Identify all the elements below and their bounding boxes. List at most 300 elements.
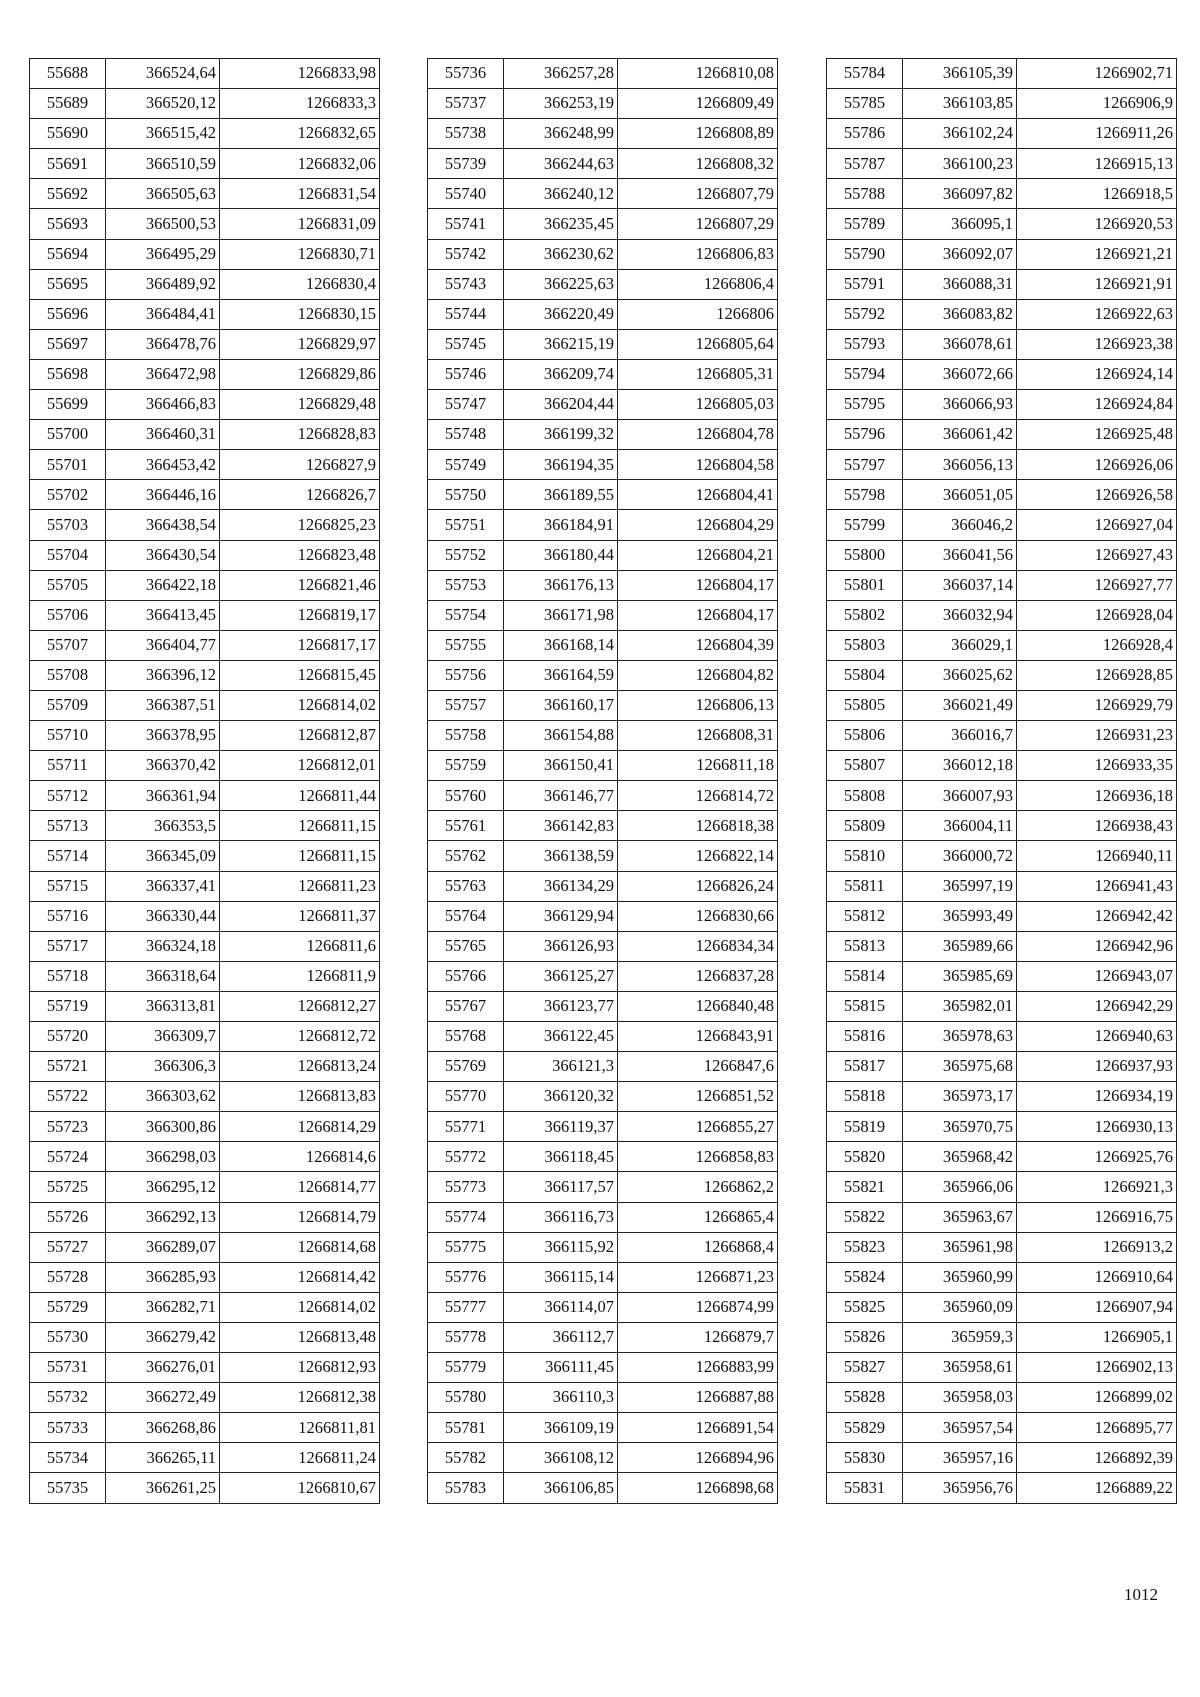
x-coordinate-cell: 366361,94 [106, 781, 220, 811]
x-coordinate-cell: 366025,62 [903, 660, 1017, 690]
y-coordinate-cell: 1266937,93 [1017, 1052, 1177, 1082]
y-coordinate-cell: 1266804,17 [618, 600, 778, 630]
y-coordinate-cell: 1266814,72 [618, 781, 778, 811]
table-row [827, 660, 1177, 690]
x-coordinate-cell: 366103,85 [903, 89, 1017, 119]
point-number-cell: 55820 [827, 1142, 903, 1172]
x-coordinate-cell: 366007,93 [903, 781, 1017, 811]
table-row [428, 450, 778, 480]
x-coordinate-cell: 365957,16 [903, 1443, 1017, 1473]
x-coordinate-cell: 366092,07 [903, 239, 1017, 269]
y-coordinate-cell: 1266813,83 [220, 1082, 380, 1112]
table-row [30, 149, 380, 179]
table-row [30, 781, 380, 811]
table-row [827, 510, 1177, 540]
x-coordinate-cell: 366122,45 [504, 1022, 618, 1052]
x-coordinate-cell: 366032,94 [903, 600, 1017, 630]
y-coordinate-cell: 1266804,78 [618, 420, 778, 450]
x-coordinate-cell: 366111,45 [504, 1353, 618, 1383]
point-number-cell: 55737 [428, 89, 504, 119]
table-row [428, 630, 778, 660]
y-coordinate-cell: 1266833,3 [220, 89, 380, 119]
y-coordinate-cell: 1266942,96 [1017, 931, 1177, 961]
x-coordinate-cell: 365961,98 [903, 1232, 1017, 1262]
point-number-cell: 55830 [827, 1443, 903, 1473]
y-coordinate-cell: 1266928,85 [1017, 660, 1177, 690]
point-number-cell: 55790 [827, 239, 903, 269]
table-row [30, 390, 380, 420]
y-coordinate-cell: 1266911,26 [1017, 119, 1177, 149]
point-number-cell: 55771 [428, 1112, 504, 1142]
table-row [428, 841, 778, 871]
y-coordinate-cell: 1266811,23 [220, 871, 380, 901]
point-number-cell: 55778 [428, 1322, 504, 1352]
x-coordinate-cell: 366097,82 [903, 179, 1017, 209]
point-number-cell: 55757 [428, 690, 504, 720]
y-coordinate-cell: 1266806,4 [618, 269, 778, 299]
y-coordinate-cell: 1266827,9 [220, 450, 380, 480]
point-number-cell: 55828 [827, 1383, 903, 1413]
x-coordinate-cell: 366272,49 [106, 1383, 220, 1413]
point-number-cell: 55739 [428, 149, 504, 179]
x-coordinate-cell: 366160,17 [504, 690, 618, 720]
table-row [428, 480, 778, 510]
x-coordinate-cell: 365958,03 [903, 1383, 1017, 1413]
point-number-cell: 55798 [827, 480, 903, 510]
table-row [827, 871, 1177, 901]
point-number-cell: 55768 [428, 1022, 504, 1052]
point-number-cell: 55724 [30, 1142, 106, 1172]
y-coordinate-cell: 1266814,42 [220, 1262, 380, 1292]
x-coordinate-cell: 366012,18 [903, 751, 1017, 781]
x-coordinate-cell: 366108,12 [504, 1443, 618, 1473]
point-number-cell: 55788 [827, 179, 903, 209]
y-coordinate-cell: 1266804,39 [618, 630, 778, 660]
point-number-cell: 55726 [30, 1202, 106, 1232]
table-row [30, 1202, 380, 1232]
y-coordinate-cell: 1266899,02 [1017, 1383, 1177, 1413]
point-number-cell: 55754 [428, 600, 504, 630]
point-number-cell: 55690 [30, 119, 106, 149]
table-row [428, 1052, 778, 1082]
x-coordinate-cell: 366330,44 [106, 901, 220, 931]
point-number-cell: 55764 [428, 901, 504, 931]
x-coordinate-cell: 366118,45 [504, 1142, 618, 1172]
x-coordinate-cell: 366500,53 [106, 209, 220, 239]
table-row [428, 299, 778, 329]
point-number-cell: 55729 [30, 1292, 106, 1322]
x-coordinate-cell: 366422,18 [106, 570, 220, 600]
y-coordinate-cell: 1266879,7 [618, 1322, 778, 1352]
y-coordinate-cell: 1266862,2 [618, 1172, 778, 1202]
y-coordinate-cell: 1266810,67 [220, 1473, 380, 1503]
table-row [428, 390, 778, 420]
x-coordinate-cell: 366146,77 [504, 781, 618, 811]
table-row [428, 149, 778, 179]
x-coordinate-cell: 366313,81 [106, 991, 220, 1021]
table-row [428, 179, 778, 209]
x-coordinate-cell: 366438,54 [106, 510, 220, 540]
x-coordinate-cell: 366168,14 [504, 630, 618, 660]
x-coordinate-cell: 366289,07 [106, 1232, 220, 1262]
y-coordinate-cell: 1266828,83 [220, 420, 380, 450]
y-coordinate-cell: 1266840,48 [618, 991, 778, 1021]
table-row [827, 420, 1177, 450]
table-row [827, 901, 1177, 931]
table-row [428, 59, 778, 89]
point-number-cell: 55831 [827, 1473, 903, 1503]
point-number-cell: 55825 [827, 1292, 903, 1322]
table-row [827, 991, 1177, 1021]
x-coordinate-cell: 366309,7 [106, 1022, 220, 1052]
y-coordinate-cell: 1266871,23 [618, 1262, 778, 1292]
x-coordinate-cell: 366292,13 [106, 1202, 220, 1232]
y-coordinate-cell: 1266811,9 [220, 961, 380, 991]
point-number-cell: 55740 [428, 179, 504, 209]
y-coordinate-cell: 1266812,72 [220, 1022, 380, 1052]
point-number-cell: 55710 [30, 721, 106, 751]
x-coordinate-cell: 366115,14 [504, 1262, 618, 1292]
x-coordinate-cell: 366248,99 [504, 119, 618, 149]
x-coordinate-cell: 366120,32 [504, 1082, 618, 1112]
x-coordinate-cell: 366472,98 [106, 359, 220, 389]
point-number-cell: 55701 [30, 450, 106, 480]
y-coordinate-cell: 1266943,07 [1017, 961, 1177, 991]
table-row [827, 119, 1177, 149]
y-coordinate-cell: 1266825,23 [220, 510, 380, 540]
table-row [827, 179, 1177, 209]
y-coordinate-cell: 1266804,82 [618, 660, 778, 690]
point-number-cell: 55808 [827, 781, 903, 811]
table-row [428, 811, 778, 841]
table-row [428, 269, 778, 299]
y-coordinate-cell: 1266936,18 [1017, 781, 1177, 811]
y-coordinate-cell: 1266918,5 [1017, 179, 1177, 209]
x-coordinate-cell: 365975,68 [903, 1052, 1017, 1082]
x-coordinate-cell: 366478,76 [106, 329, 220, 359]
table-row [428, 660, 778, 690]
x-coordinate-cell: 366164,59 [504, 660, 618, 690]
x-coordinate-cell: 366520,12 [106, 89, 220, 119]
point-number-cell: 55734 [30, 1443, 106, 1473]
y-coordinate-cell: 1266814,79 [220, 1202, 380, 1232]
table-row [827, 690, 1177, 720]
x-coordinate-cell: 366460,31 [106, 420, 220, 450]
point-number-cell: 55829 [827, 1413, 903, 1443]
y-coordinate-cell: 1266832,06 [220, 149, 380, 179]
table-row [428, 540, 778, 570]
x-coordinate-cell: 366306,3 [106, 1052, 220, 1082]
table-row [30, 841, 380, 871]
table-row [827, 841, 1177, 871]
coordinates-table-2 [427, 58, 778, 1504]
table-row [428, 1473, 778, 1503]
point-number-cell: 55794 [827, 359, 903, 389]
x-coordinate-cell: 366430,54 [106, 540, 220, 570]
point-number-cell: 55738 [428, 119, 504, 149]
point-number-cell: 55770 [428, 1082, 504, 1112]
y-coordinate-cell: 1266830,71 [220, 239, 380, 269]
y-coordinate-cell: 1266808,31 [618, 721, 778, 751]
table-row [428, 751, 778, 781]
x-coordinate-cell: 366204,44 [504, 390, 618, 420]
point-number-cell: 55733 [30, 1413, 106, 1443]
point-number-cell: 55810 [827, 841, 903, 871]
table-row [30, 1292, 380, 1322]
y-coordinate-cell: 1266804,41 [618, 480, 778, 510]
table-row [428, 1413, 778, 1443]
y-coordinate-cell: 1266940,11 [1017, 841, 1177, 871]
table-row [30, 931, 380, 961]
y-coordinate-cell: 1266808,32 [618, 149, 778, 179]
x-coordinate-cell: 366129,94 [504, 901, 618, 931]
point-number-cell: 55821 [827, 1172, 903, 1202]
table-row [428, 1142, 778, 1172]
x-coordinate-cell: 365959,3 [903, 1322, 1017, 1352]
point-number-cell: 55747 [428, 390, 504, 420]
table-row [827, 1052, 1177, 1082]
point-number-cell: 55826 [827, 1322, 903, 1352]
point-number-cell: 55718 [30, 961, 106, 991]
page-number: 1012 [1124, 1585, 1158, 1604]
x-coordinate-cell: 366116,73 [504, 1202, 618, 1232]
point-number-cell: 55785 [827, 89, 903, 119]
point-number-cell: 55799 [827, 510, 903, 540]
table-row [428, 329, 778, 359]
x-coordinate-cell: 365968,42 [903, 1142, 1017, 1172]
point-number-cell: 55721 [30, 1052, 106, 1082]
y-coordinate-cell: 1266811,24 [220, 1443, 380, 1473]
point-number-cell: 55756 [428, 660, 504, 690]
y-coordinate-cell: 1266832,65 [220, 119, 380, 149]
x-coordinate-cell: 366194,35 [504, 450, 618, 480]
x-coordinate-cell: 366489,92 [106, 269, 220, 299]
y-coordinate-cell: 1266924,84 [1017, 390, 1177, 420]
x-coordinate-cell: 365966,06 [903, 1172, 1017, 1202]
table-row [827, 781, 1177, 811]
table-row [30, 179, 380, 209]
x-coordinate-cell: 366268,86 [106, 1413, 220, 1443]
x-coordinate-cell: 366056,13 [903, 450, 1017, 480]
point-number-cell: 55719 [30, 991, 106, 1021]
table-row [30, 1322, 380, 1352]
x-coordinate-cell: 366318,64 [106, 961, 220, 991]
y-coordinate-cell: 1266812,87 [220, 721, 380, 751]
table-row [827, 961, 1177, 991]
y-coordinate-cell: 1266811,37 [220, 901, 380, 931]
x-coordinate-cell: 366095,1 [903, 209, 1017, 239]
y-coordinate-cell: 1266902,71 [1017, 59, 1177, 89]
y-coordinate-cell: 1266804,29 [618, 510, 778, 540]
point-number-cell: 55713 [30, 811, 106, 841]
y-coordinate-cell: 1266921,21 [1017, 239, 1177, 269]
point-number-cell: 55813 [827, 931, 903, 961]
x-coordinate-cell: 366378,95 [106, 721, 220, 751]
table-row [428, 781, 778, 811]
point-number-cell: 55795 [827, 390, 903, 420]
table-row [428, 570, 778, 600]
y-coordinate-cell: 1266940,63 [1017, 1022, 1177, 1052]
y-coordinate-cell: 1266812,27 [220, 991, 380, 1021]
point-number-cell: 55786 [827, 119, 903, 149]
x-coordinate-cell: 366180,44 [504, 540, 618, 570]
y-coordinate-cell: 1266843,91 [618, 1022, 778, 1052]
point-number-cell: 55823 [827, 1232, 903, 1262]
point-number-cell: 55699 [30, 390, 106, 420]
table-row [30, 1383, 380, 1413]
point-number-cell: 55827 [827, 1353, 903, 1383]
y-coordinate-cell: 1266892,39 [1017, 1443, 1177, 1473]
point-number-cell: 55720 [30, 1022, 106, 1052]
point-number-cell: 55742 [428, 239, 504, 269]
table-row [428, 931, 778, 961]
point-number-cell: 55811 [827, 871, 903, 901]
point-number-cell: 55691 [30, 149, 106, 179]
table-row [827, 1292, 1177, 1322]
point-number-cell: 55763 [428, 871, 504, 901]
y-coordinate-cell: 1266804,58 [618, 450, 778, 480]
table-row [827, 600, 1177, 630]
y-coordinate-cell: 1266898,68 [618, 1473, 778, 1503]
x-coordinate-cell: 366337,41 [106, 871, 220, 901]
point-number-cell: 55792 [827, 299, 903, 329]
x-coordinate-cell: 365973,17 [903, 1082, 1017, 1112]
x-coordinate-cell: 366016,7 [903, 721, 1017, 751]
x-coordinate-cell: 366083,82 [903, 299, 1017, 329]
y-coordinate-cell: 1266830,15 [220, 299, 380, 329]
x-coordinate-cell: 366115,92 [504, 1232, 618, 1262]
table-row [827, 1353, 1177, 1383]
y-coordinate-cell: 1266812,38 [220, 1383, 380, 1413]
y-coordinate-cell: 1266934,19 [1017, 1082, 1177, 1112]
point-number-cell: 55777 [428, 1292, 504, 1322]
table-row [30, 811, 380, 841]
point-number-cell: 55711 [30, 751, 106, 781]
point-number-cell: 55728 [30, 1262, 106, 1292]
y-coordinate-cell: 1266910,64 [1017, 1262, 1177, 1292]
y-coordinate-cell: 1266810,08 [618, 59, 778, 89]
x-coordinate-cell: 366282,71 [106, 1292, 220, 1322]
y-coordinate-cell: 1266830,4 [220, 269, 380, 299]
table-row [30, 450, 380, 480]
table-row [428, 359, 778, 389]
y-coordinate-cell: 1266814,68 [220, 1232, 380, 1262]
point-number-cell: 55708 [30, 660, 106, 690]
point-number-cell: 55730 [30, 1322, 106, 1352]
table-row [827, 299, 1177, 329]
x-coordinate-cell: 366106,85 [504, 1473, 618, 1503]
y-coordinate-cell: 1266811,15 [220, 811, 380, 841]
y-coordinate-cell: 1266829,86 [220, 359, 380, 389]
point-number-cell: 55816 [827, 1022, 903, 1052]
point-number-cell: 55705 [30, 570, 106, 600]
point-number-cell: 55814 [827, 961, 903, 991]
point-number-cell: 55824 [827, 1262, 903, 1292]
x-coordinate-cell: 366404,77 [106, 630, 220, 660]
point-number-cell: 55787 [827, 149, 903, 179]
y-coordinate-cell: 1266924,14 [1017, 359, 1177, 389]
x-coordinate-cell: 366184,91 [504, 510, 618, 540]
x-coordinate-cell: 366515,42 [106, 119, 220, 149]
point-number-cell: 55716 [30, 901, 106, 931]
x-coordinate-cell: 366037,14 [903, 570, 1017, 600]
table-row [827, 59, 1177, 89]
point-number-cell: 55815 [827, 991, 903, 1021]
x-coordinate-cell: 366446,16 [106, 480, 220, 510]
point-number-cell: 55706 [30, 600, 106, 630]
x-coordinate-cell: 366123,77 [504, 991, 618, 1021]
y-coordinate-cell: 1266920,53 [1017, 209, 1177, 239]
point-number-cell: 55779 [428, 1353, 504, 1383]
x-coordinate-cell: 365956,76 [903, 1473, 1017, 1503]
x-coordinate-cell: 366029,1 [903, 630, 1017, 660]
y-coordinate-cell: 1266804,21 [618, 540, 778, 570]
table-row [30, 420, 380, 450]
x-coordinate-cell: 366484,41 [106, 299, 220, 329]
y-coordinate-cell: 1266894,96 [618, 1443, 778, 1473]
x-coordinate-cell: 366276,01 [106, 1353, 220, 1383]
y-coordinate-cell: 1266915,13 [1017, 149, 1177, 179]
point-number-cell: 55789 [827, 209, 903, 239]
table-row [30, 690, 380, 720]
x-coordinate-cell: 366235,45 [504, 209, 618, 239]
x-coordinate-cell: 366265,11 [106, 1443, 220, 1473]
x-coordinate-cell: 366134,29 [504, 871, 618, 901]
y-coordinate-cell: 1266817,17 [220, 630, 380, 660]
coordinates-table-1 [29, 58, 380, 1504]
point-number-cell: 55700 [30, 420, 106, 450]
y-coordinate-cell: 1266889,22 [1017, 1473, 1177, 1503]
table-row [827, 390, 1177, 420]
point-number-cell: 55753 [428, 570, 504, 600]
x-coordinate-cell: 366495,29 [106, 239, 220, 269]
point-number-cell: 55714 [30, 841, 106, 871]
y-coordinate-cell: 1266814,6 [220, 1142, 380, 1172]
x-coordinate-cell: 366051,05 [903, 480, 1017, 510]
y-coordinate-cell: 1266837,28 [618, 961, 778, 991]
y-coordinate-cell: 1266923,38 [1017, 329, 1177, 359]
table-row [827, 1142, 1177, 1172]
table-row [827, 1082, 1177, 1112]
table-row [30, 1082, 380, 1112]
y-coordinate-cell: 1266933,35 [1017, 751, 1177, 781]
point-number-cell: 55697 [30, 329, 106, 359]
x-coordinate-cell: 366138,59 [504, 841, 618, 871]
point-number-cell: 55689 [30, 89, 106, 119]
table-row [30, 721, 380, 751]
table-row [827, 931, 1177, 961]
x-coordinate-cell: 365989,66 [903, 931, 1017, 961]
y-coordinate-cell: 1266902,13 [1017, 1353, 1177, 1383]
y-coordinate-cell: 1266927,43 [1017, 540, 1177, 570]
table-row [428, 209, 778, 239]
point-number-cell: 55822 [827, 1202, 903, 1232]
y-coordinate-cell: 1266808,89 [618, 119, 778, 149]
y-coordinate-cell: 1266858,83 [618, 1142, 778, 1172]
y-coordinate-cell: 1266834,34 [618, 931, 778, 961]
x-coordinate-cell: 366119,37 [504, 1112, 618, 1142]
point-number-cell: 55741 [428, 209, 504, 239]
table-row [428, 119, 778, 149]
x-coordinate-cell: 365960,09 [903, 1292, 1017, 1322]
y-coordinate-cell: 1266809,49 [618, 89, 778, 119]
point-number-cell: 55746 [428, 359, 504, 389]
point-number-cell: 55722 [30, 1082, 106, 1112]
y-coordinate-cell: 1266811,15 [220, 841, 380, 871]
table-row [428, 1172, 778, 1202]
y-coordinate-cell: 1266913,2 [1017, 1232, 1177, 1262]
table-row [30, 1443, 380, 1473]
